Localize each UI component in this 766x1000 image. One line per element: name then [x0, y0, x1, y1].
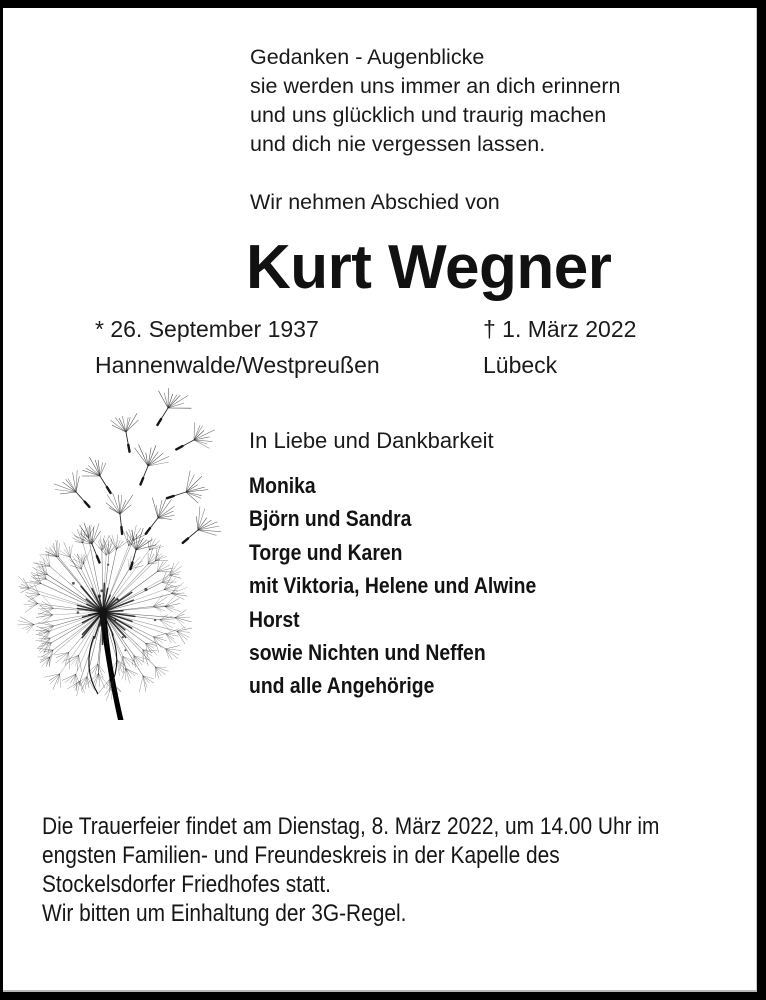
poem-line: sie werden uns immer an dich erinnern	[250, 74, 621, 98]
birth-place: Hannenwalde/Westpreußen	[95, 352, 380, 378]
memorial-poem	[250, 43, 620, 159]
funeral-notice	[42, 812, 659, 928]
mourner-line: mit Viktoria, Helene und Alwine	[249, 573, 537, 599]
funeral-notice-line: engsten Familien- und Freundeskreis in der Kapelle des	[42, 842, 560, 869]
funeral-notice-line: Die Trauerfeier findet am Dienstag, 8. März 2022, um 14.00 Uhr im	[42, 813, 660, 840]
death-info	[483, 311, 636, 383]
mourner-line: Björn und Sandra	[249, 506, 412, 532]
tribute-intro: In Liebe und Dankbarkeit	[249, 428, 494, 453]
deceased-name: Kurt Wegner	[246, 233, 612, 302]
death-date-line: † 1. März 2022	[483, 316, 637, 342]
poem-line: Gedanken - Augenblicke	[250, 45, 485, 69]
mourner-line: Torge und Karen	[249, 539, 403, 565]
funeral-notice-line: Stockelsdorfer Friedhofes statt.	[42, 871, 331, 898]
poem-line: und uns glücklich und traurig machen	[250, 103, 607, 127]
mourner-line: Horst	[249, 606, 300, 632]
dandelion-svg	[8, 380, 238, 725]
poem-line: und dich nie vergessen lassen.	[250, 132, 546, 156]
farewell-line: Wir nehmen Abschied von	[250, 190, 500, 214]
mourner-line: und alle Angehörige	[249, 673, 435, 699]
mourner-line: sowie Nichten und Neffen	[249, 640, 486, 666]
mourner-line: Monika	[249, 473, 316, 498]
death-place: Lübeck	[483, 352, 558, 378]
birth-info	[95, 311, 380, 383]
funeral-notice-line: Wir bitten um Einhaltung der 3G-Regel.	[42, 900, 407, 927]
birth-date-line: * 26. September 1937	[95, 316, 319, 342]
dandelion-illustration	[8, 380, 238, 725]
mourners-list	[249, 469, 536, 703]
